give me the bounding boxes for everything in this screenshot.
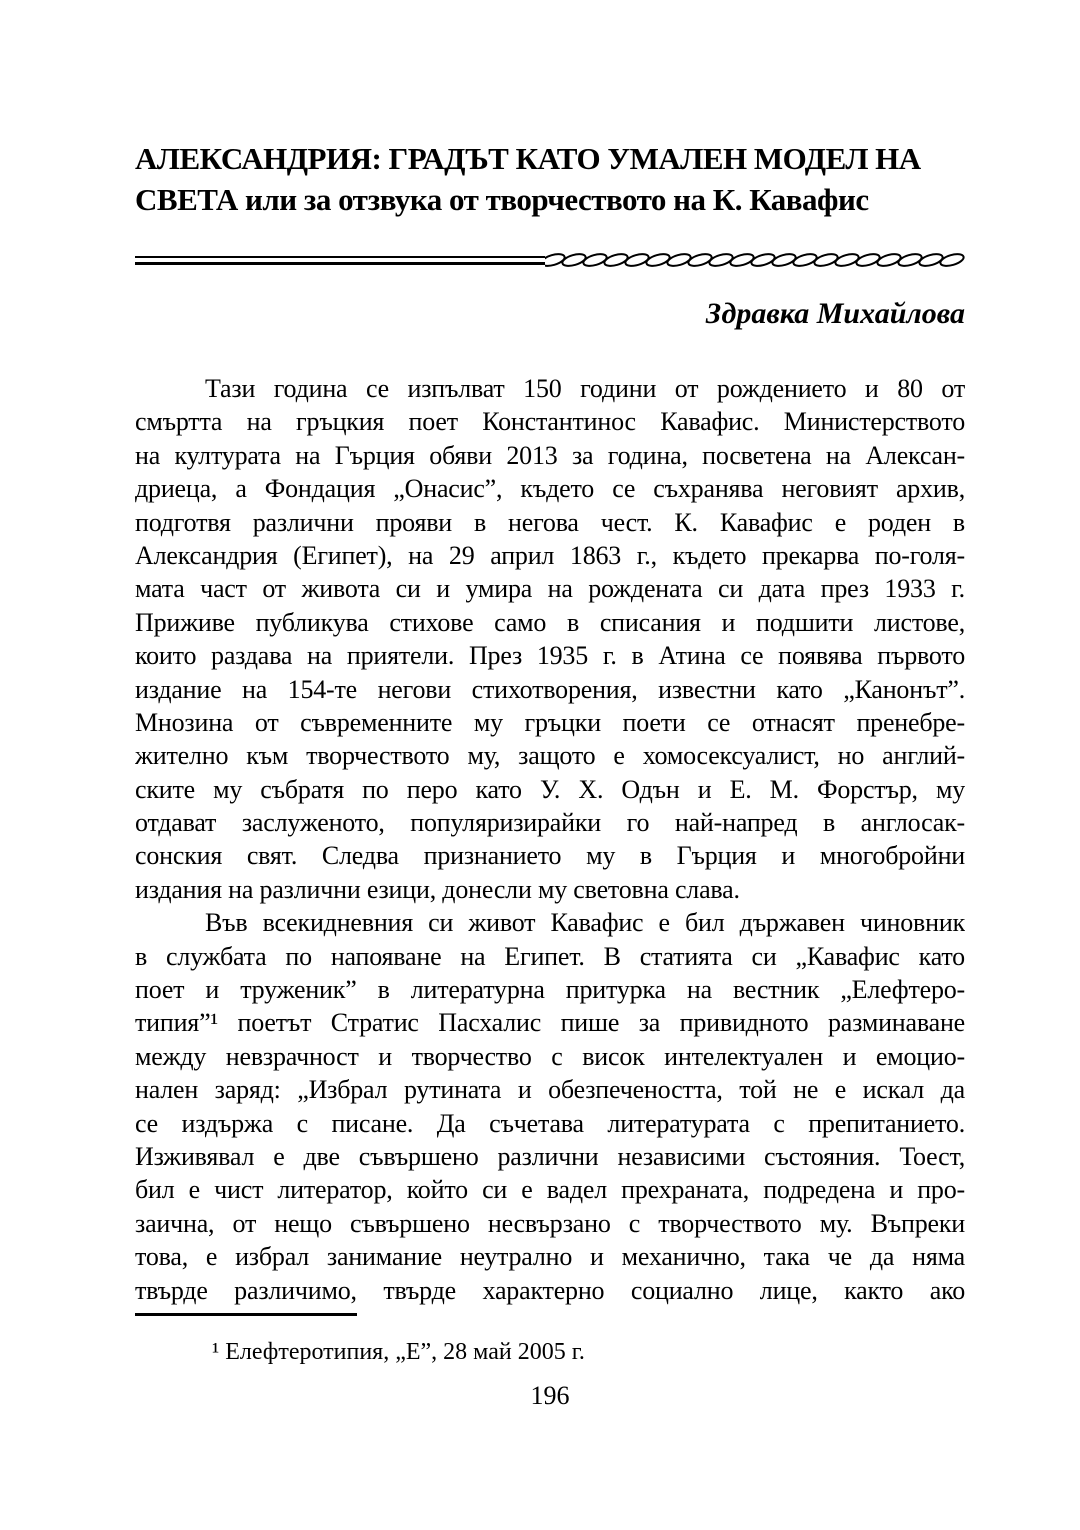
text-line: дриеца, а Фондация „Онасис”, където се съхранява неговият архив, [135,474,965,504]
section-divider [135,252,965,268]
text-line: между невзрачност и творчество с висок интелектуален и емоцио- [135,1041,965,1071]
text-line: в службата по напояване на Египет. В статията си „Кавафис като [135,941,965,971]
text-line: твърде различимо, твърде характерно социално лице, както ако [135,1275,965,1305]
text-line: Приживе публикува стихове само в списания и подшити листове, [135,607,965,637]
text-line: сонския свят. Следва признанието му в Гърция и многобройни [135,841,965,871]
text-line: отдават заслуженото, популяризирайки го най-напред в англосак- [135,808,965,838]
footnote-text: ¹ Елефтеротипия, „Е”, 28 май 2005 г. [212,1339,585,1365]
text-line: бил е чист литератор, който си е вадел прехраната, подредена и про- [135,1175,965,1205]
braid-ornament-icon [545,252,965,268]
text-line: Александрия (Египет), на 29 април 1863 г., където прекарва по-голя- [135,540,965,570]
text-line: типия”¹ поетът Стратис Пасхалис пише за привидното разминаване [135,1008,965,1038]
text-line: мата част от живота си и умира на рождената си дата през 1933 г. [135,574,965,604]
text-line: които раздава на приятели. През 1935 г. в Атина се появява първото [135,641,965,671]
text-column [135,0,965,1530]
text-line: заична, от нещо съвършено несвързано с творчеството му. Въпреки [135,1208,965,1238]
text-line: това, е избрал занимание неутрално и механично, така че да няма [135,1242,965,1272]
text-line: поет и труженик” в литературна притурка на вестник „Елефтеро- [135,975,965,1005]
text-line: ските му събратя по перо като У. Х. Одън и Е. М. Форстър, му [135,774,965,804]
author-name: Здравка Михайлова [705,297,965,330]
text-line: смъртта на гръцкия поет Константинос Кавафис. Министерството [135,407,965,437]
paragraph-1 [135,372,965,906]
text-line: Изживявал е две съвършено различни независими състояния. Тоест, [135,1141,965,1171]
paragraph-2 [135,906,965,1307]
footnote-separator-rule [135,1313,357,1316]
text-line: издания на различни езици, донесли му световна слава. [135,874,740,904]
article-body [135,372,965,1307]
text-line: нален заряд: „Избрал рутината и обезпечеността, той не е искал да [135,1075,965,1105]
article-title-line1: АЛЕКСАНДРИЯ: ГРАДЪТ КАТО УМАЛЕН МОДЕЛ НА [135,141,921,176]
page-number: 196 [530,1381,570,1410]
text-line: жително към творчеството му, защото е хомосексуалист, но англий- [135,741,965,771]
text-line: Тази година се изпълват 150 години от рождението и 80 от [205,374,965,403]
article-title-line2: СВЕТА или за отзвука от творчеството на К. Кавафис [135,182,869,217]
double-rule [135,256,545,265]
article-title [135,138,965,220]
text-line: на културата на Гърция обяви 2013 за година, посветена на Алексан- [135,440,965,470]
text-line: издание на 154-те негови стихотворения, известни като „Канонът”. [135,674,965,704]
text-line: Мнозина от съвременните му гръцки поети се отнасят пренебре- [135,707,965,737]
text-line: подготвя различни прояви в негова чест. К. Кавафис е роден в [135,507,965,537]
text-line: се издържа с писане. Да съчетава литературата с препитанието. [135,1108,965,1138]
text-line: Във всекидневния си живот Кавафис е бил държавен чиновник [205,908,965,938]
